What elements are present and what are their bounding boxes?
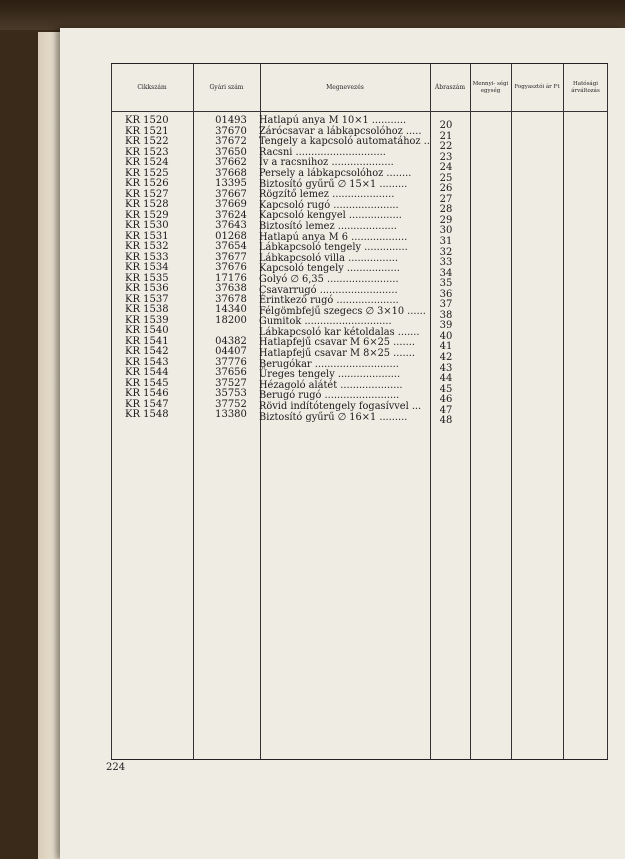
cikkszam-cell: KR 1547 [125, 398, 169, 410]
header-megnevezes: Megnevezés [326, 84, 364, 91]
cikkszam-cell: KR 1543 [125, 356, 169, 368]
megnevezes-cell: Kapcsoló rugó ..................... [259, 199, 399, 211]
gyari-szam-cell: 37676 [215, 262, 247, 273]
megnevezes-cell: Zárócsavar a lábkapcsolóhoz ..... [259, 125, 422, 137]
header-fogyasztoi-ar: Fogyasztói ár Ft [514, 84, 560, 90]
abraszam-cell: 35 [439, 278, 453, 290]
cikkszam-cell: KR 1532 [125, 241, 169, 252]
megnevezes-cell: Hatlapú anya M 10×1 ........... [259, 115, 407, 126]
cikkszam-cell: KR 1546 [125, 388, 169, 399]
header-abraszam: Ábraszám [434, 84, 466, 91]
gyari-szam-cell: 37527 [215, 377, 247, 389]
abraszam-cell: 32 [439, 246, 453, 258]
column-divider [607, 64, 608, 759]
gyari-szam-cell: 37677 [215, 251, 247, 263]
megnevezes-cell: Racsni ............................. [259, 146, 386, 158]
abraszam-cell: 26 [439, 183, 453, 195]
megnevezes-cell: Tengely a kapcsoló automatához .. [259, 136, 430, 148]
column-divider [511, 64, 512, 759]
megnevezes-cell: Rögzítő lemez .................... [259, 189, 395, 201]
megnevezes-cell: Kapcsoló tengely ................. [259, 263, 400, 275]
cikkszam-cell: KR 1521 [125, 125, 169, 137]
megnevezes-cell: Üreges tengely .................... [259, 369, 401, 381]
cikkszam-cell: KR 1536 [125, 283, 169, 294]
abraszam-cell: 46 [439, 394, 453, 406]
megnevezes-column [259, 116, 431, 423]
gyari-szam-cell: 37752 [215, 398, 247, 410]
megnevezes-cell: Hatlapfejű csavar M 6×25 ....... [259, 337, 415, 349]
megnevezes-cell: Csavarrugó ......................... [259, 284, 398, 296]
cikkszam-cell: KR 1548 [125, 409, 169, 420]
gyari-szam-cell: 37656 [215, 367, 247, 378]
column-divider [563, 64, 564, 759]
cikkszam-cell: KR 1528 [125, 199, 169, 210]
page-number: 224 [106, 762, 126, 773]
abraszam-cell: 20 [439, 120, 453, 131]
megnevezes-cell: Hatlapfejű csavar M 8×25 ....... [259, 348, 415, 360]
abraszam-cell: 31 [439, 236, 453, 248]
gyari-szam-cell: 04382 [215, 335, 247, 347]
gyari-szam-cell: 01493 [215, 115, 247, 126]
cikkszam-cell: KR 1544 [125, 367, 169, 378]
abraszam-cell: 21 [439, 130, 453, 142]
gyari-szam-cell: 37624 [215, 209, 247, 221]
megnevezes-cell: Rövid indítótengely fogasívvel ... [259, 401, 422, 413]
gyari-szam-cell: 37669 [215, 199, 247, 210]
cikkszam-cell: KR 1526 [125, 178, 169, 189]
abraszam-cell: 38 [439, 309, 453, 321]
megnevezes-cell: Félgömbfejű szegecs ∅ 3×10 ...... [259, 305, 426, 317]
abraszam-cell: 40 [439, 330, 453, 342]
gyari-szam-cell: 37638 [215, 283, 247, 294]
gyari-szam-cell: 37668 [215, 167, 247, 179]
cikkszam-cell: KR 1530 [125, 220, 169, 231]
abraszam-cell: 27 [439, 193, 453, 205]
cikkszam-cell: KR 1535 [125, 272, 169, 284]
abraszam-column [421, 121, 471, 427]
abraszam-cell: 36 [439, 288, 453, 300]
abraszam-cell: 45 [439, 383, 453, 395]
header-gyari-szam: Gyári szám [209, 84, 244, 91]
megnevezes-cell: Lábkapcsoló villa ................ [259, 252, 398, 264]
gyari-szam-cell: 37643 [215, 220, 247, 231]
gyari-szam-cell: 37662 [215, 157, 247, 168]
gyari-szam-cell: 37654 [215, 241, 247, 252]
cikkszam-cell: KR 1522 [125, 136, 169, 147]
abraszam-cell: 47 [439, 404, 453, 416]
megnevezes-cell: Kapcsoló kengyel ................. [259, 210, 402, 222]
gyari-szam-cell: 37667 [215, 188, 247, 200]
cikkszam-cell: KR 1538 [125, 304, 169, 315]
cikkszam-cell: KR 1524 [125, 157, 169, 168]
header-divider [111, 111, 608, 112]
gyari-szam-cell: 37678 [215, 293, 247, 305]
abraszam-cell: 44 [439, 373, 453, 385]
megnevezes-cell: Berugókar ........................... [259, 358, 399, 370]
megnevezes-cell: Persely a lábkapcsolóhoz ........ [259, 167, 412, 179]
megnevezes-cell: Érintkező rugó .................... [259, 295, 399, 307]
parts-table [111, 63, 608, 760]
gyari-szam-cell: 01268 [215, 230, 247, 242]
gyari-szam-cell: 37776 [215, 356, 247, 368]
cikkszam-column [125, 116, 195, 421]
abraszam-cell: 48 [439, 415, 453, 427]
gyari-szam-cell: 18200 [215, 314, 247, 326]
cikkszam-cell: KR 1541 [125, 335, 169, 347]
abraszam-cell: 29 [439, 214, 453, 226]
cikkszam-cell: KR 1542 [125, 346, 169, 357]
cikkszam-cell: KR 1539 [125, 314, 169, 326]
megnevezes-cell: Biztosító lemez ................... [259, 220, 397, 232]
gyari-szam-cell: 35753 [215, 388, 247, 399]
cikkszam-cell: KR 1527 [125, 188, 169, 200]
gyari-szam-cell: 14340 [215, 304, 247, 315]
gyari-szam-cell: 13395 [215, 178, 247, 189]
cikkszam-cell: KR 1533 [125, 251, 169, 263]
abraszam-cell: 37 [439, 299, 453, 311]
gyari-szam-cell: 37670 [215, 125, 247, 137]
abraszam-cell: 28 [439, 204, 453, 216]
abraszam-cell: 33 [439, 257, 453, 269]
cikkszam-cell: KR 1537 [125, 293, 169, 305]
gyari-szam-cell: 37650 [215, 146, 247, 158]
column-divider [111, 64, 112, 759]
gyari-szam-cell: 17176 [215, 272, 247, 284]
abraszam-cell: 25 [439, 172, 453, 184]
gyari-szam-cell [201, 326, 261, 337]
abraszam-cell: 23 [439, 151, 453, 163]
megnevezes-cell: Berugó rugó ........................ [259, 390, 400, 402]
megnevezes-cell: Biztosító gyűrű ∅ 15×1 ......... [259, 178, 408, 190]
megnevezes-cell: Gumitok ............................ [259, 316, 392, 328]
abraszam-cell: 43 [439, 362, 453, 374]
megnevezes-cell: Lábkapcsoló kar kétoldalas ....... [259, 326, 420, 338]
megnevezes-cell: Golyó ∅ 6,35 ....................... [259, 273, 399, 285]
abraszam-cell: 39 [439, 320, 453, 332]
megnevezes-cell: Biztosító gyűrű ∅ 16×1 ......... [259, 411, 408, 423]
header-hatosagi-arvaltozas: Hatósági árváltozás [571, 80, 600, 94]
abraszam-cell: 24 [439, 162, 453, 174]
megnevezes-cell: Hatlapú anya M 6 .................. [259, 231, 408, 243]
background-top [0, 0, 625, 30]
cikkszam-cell: KR 1540 [125, 325, 169, 336]
cikkszam-cell: KR 1523 [125, 146, 169, 158]
cikkszam-cell: KR 1525 [125, 167, 169, 179]
abraszam-cell: 42 [439, 352, 453, 364]
megnevezes-cell: Lábkapcsoló tengely .............. [259, 242, 408, 254]
gyari-szam-cell: 04407 [215, 346, 247, 357]
cikkszam-cell: KR 1545 [125, 377, 169, 389]
cikkszam-cell: KR 1531 [125, 230, 169, 242]
cikkszam-cell: KR 1529 [125, 209, 169, 221]
abraszam-cell: 34 [439, 267, 453, 279]
gyari-szam-cell: 37672 [215, 136, 247, 147]
megnevezes-cell: Ív a racsnihoz .................... [259, 157, 394, 169]
header-cikkszam: Cikkszám [137, 84, 167, 91]
abraszam-cell: 41 [439, 341, 453, 353]
gyari-szam-cell: 13380 [215, 409, 247, 420]
gyari-szam-column [201, 116, 261, 421]
megnevezes-cell: Hézagoló alátét .................... [259, 379, 403, 391]
abraszam-cell: 22 [439, 141, 453, 153]
abraszam-cell: 30 [439, 225, 453, 237]
cikkszam-cell: KR 1520 [125, 115, 169, 126]
header-mennyisegi-egyseg: Mennyi- ségi egység [472, 80, 509, 94]
cikkszam-cell: KR 1534 [125, 262, 169, 273]
